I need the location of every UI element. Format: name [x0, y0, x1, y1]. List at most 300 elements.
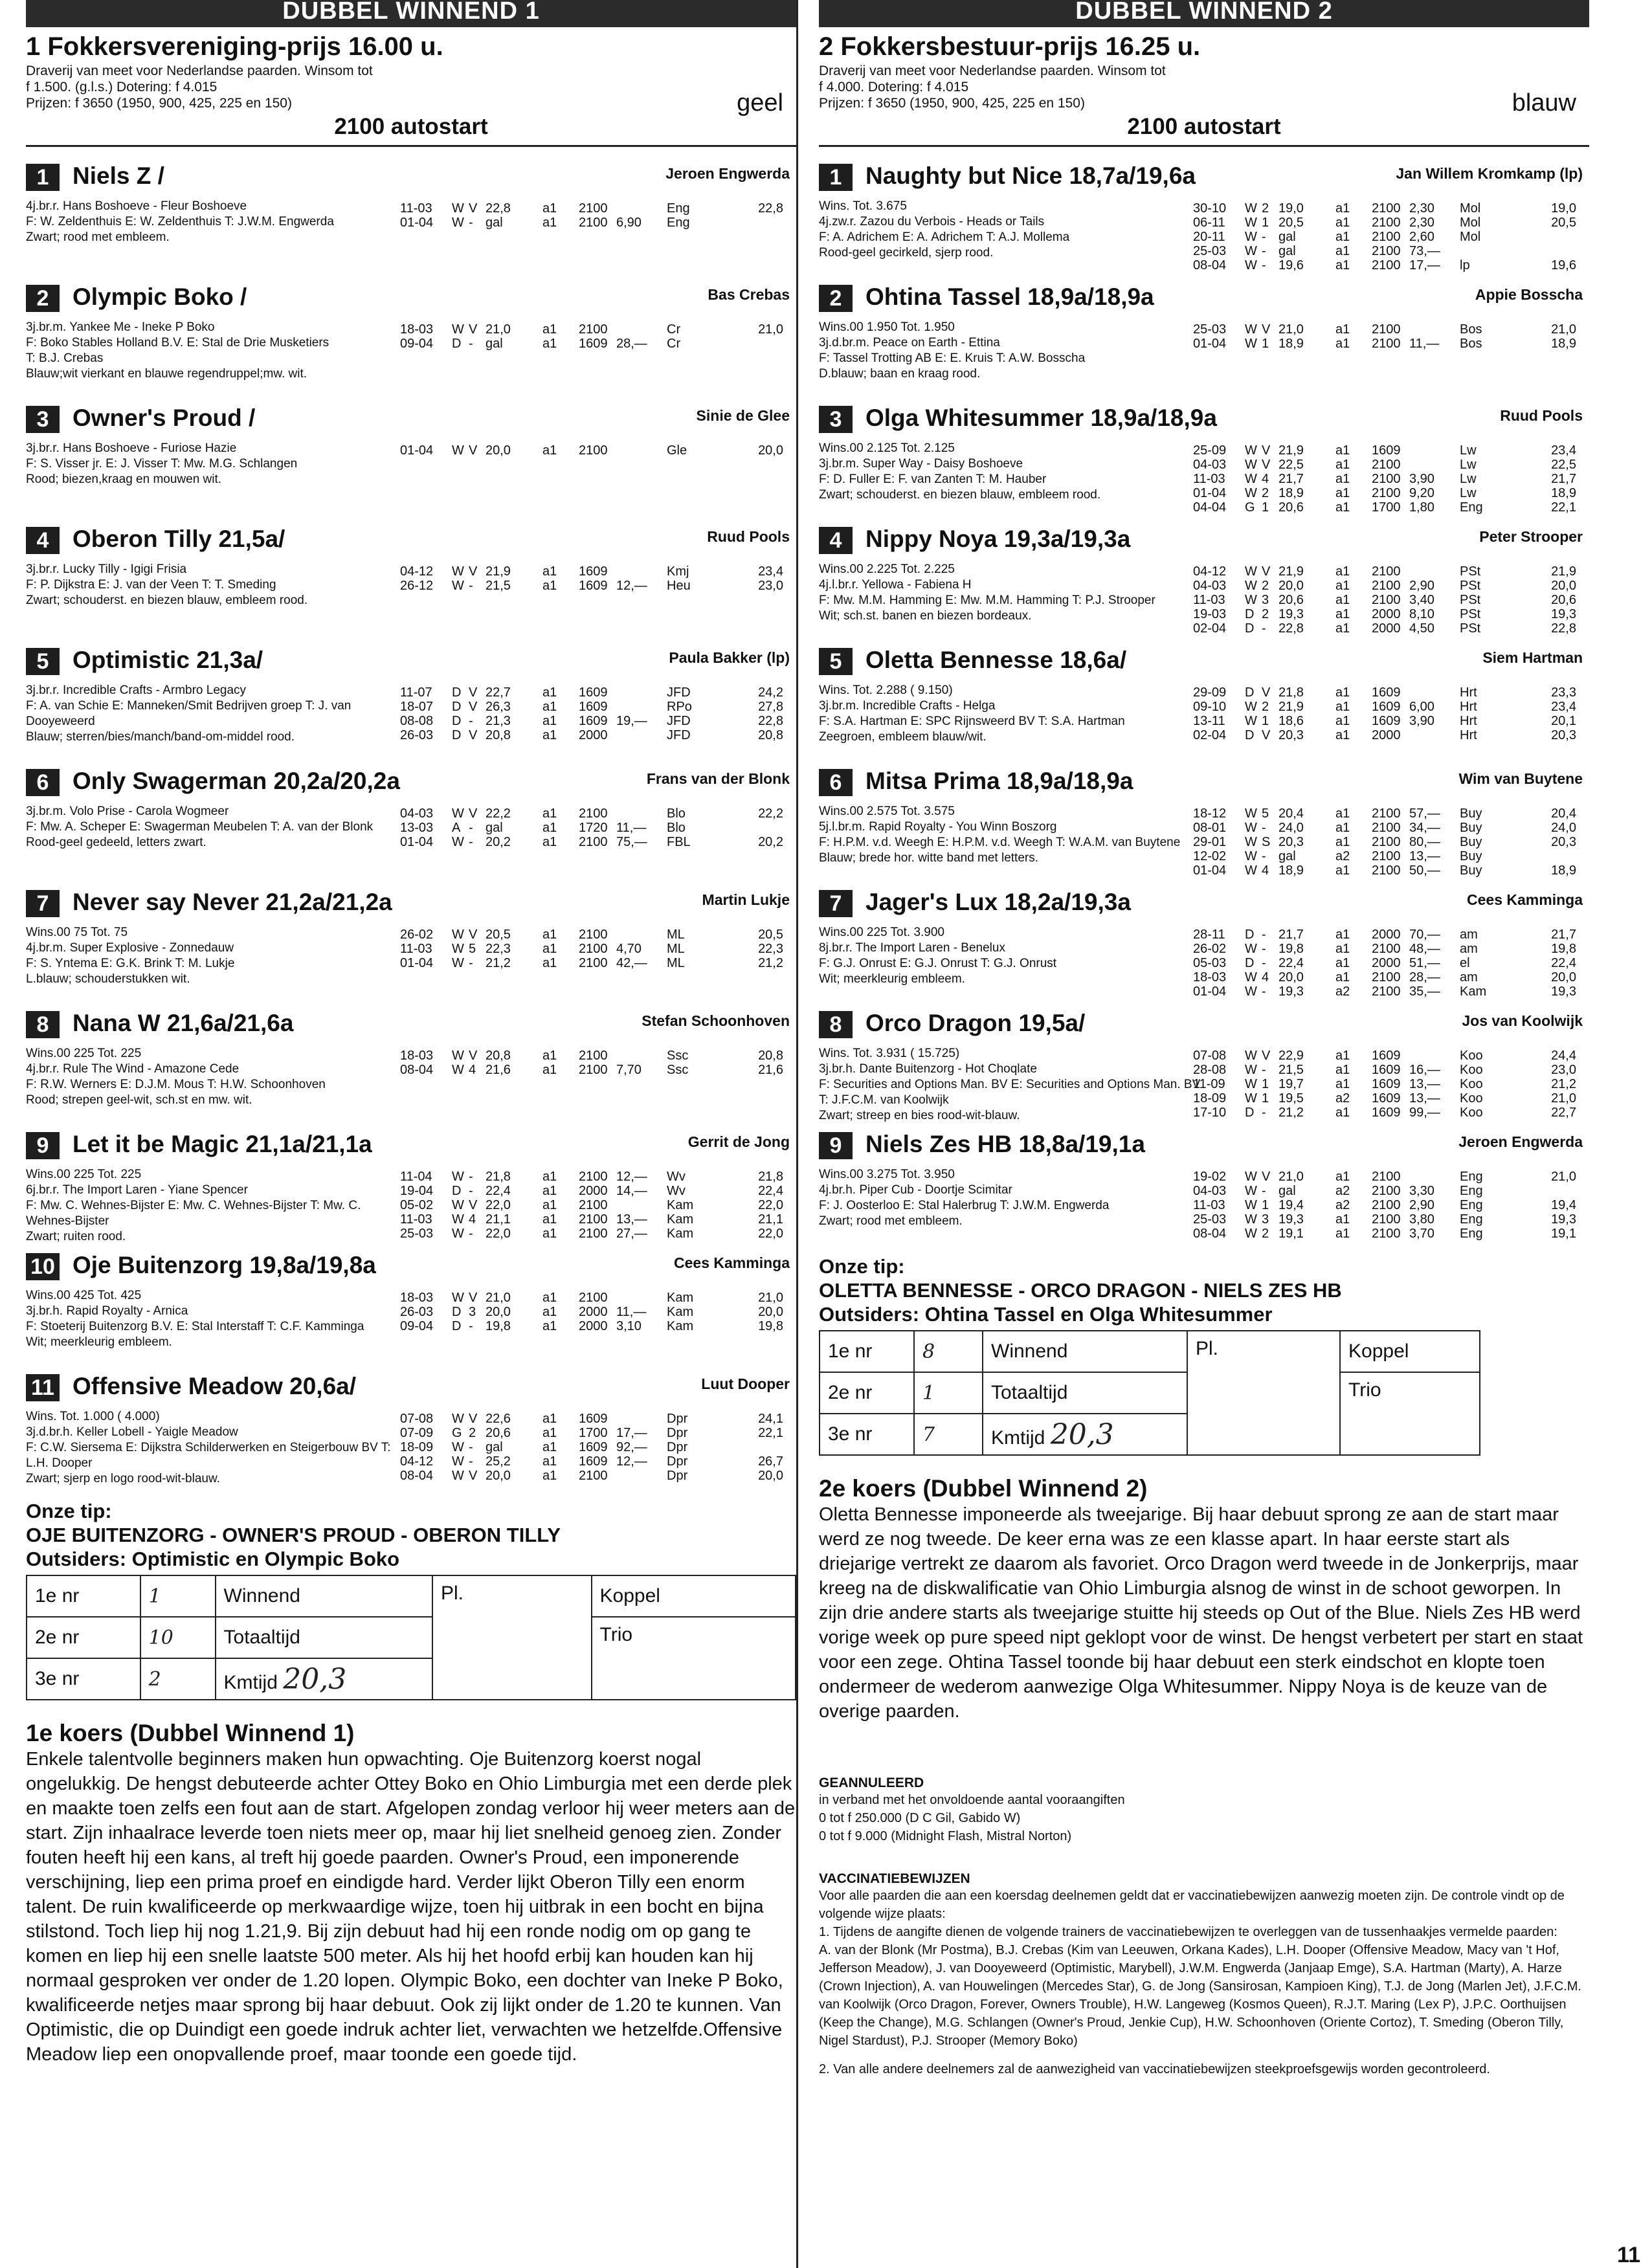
form-cell: 6,00: [1409, 700, 1434, 714]
handwritten-number[interactable]: 1: [140, 1575, 216, 1617]
form-cell: 22,8: [1278, 621, 1304, 636]
form-cell: 21,6: [486, 1063, 511, 1077]
form-line: [1193, 1227, 1576, 1241]
form-cell: V: [1262, 728, 1271, 742]
horse-detail-line: 3j.br.m. Incredible Crafts - Helga: [819, 699, 996, 713]
form-cell: 30-10: [1193, 201, 1227, 216]
form-cell: 12-02: [1193, 849, 1227, 863]
form-cell: a1: [1335, 486, 1350, 500]
form-cell: 2000: [1372, 956, 1401, 970]
form-cell: D: [452, 685, 462, 700]
horse-number: 5: [819, 648, 853, 675]
form-cell: 08-01: [1193, 821, 1227, 835]
horse-detail-line: Wins.00 2.125 Tot. 2.125: [819, 441, 955, 455]
horse-details: [819, 804, 1201, 866]
form-cell: 01-04: [1193, 337, 1227, 351]
form-cell: Hrt: [1460, 700, 1477, 714]
form-cell: a1: [1335, 593, 1350, 607]
form-cell: ML: [667, 928, 685, 942]
form-cell: 19,0: [1551, 201, 1576, 216]
horse-entry: [819, 280, 1589, 401]
form-cell: PSt: [1460, 579, 1481, 593]
form-cell: a1: [542, 1412, 557, 1426]
driver-name: Jeroen Engwerda: [1458, 1133, 1583, 1150]
grid-label: 1e nr: [27, 1575, 140, 1617]
form-line: [400, 1440, 783, 1454]
form-cell: W: [452, 956, 464, 970]
form-cell: D: [452, 728, 462, 742]
form-line: [1193, 863, 1576, 878]
form-cell: 2,90: [1409, 1198, 1434, 1212]
form-lines: [1193, 201, 1576, 272]
form-cell: 3,40: [1409, 593, 1434, 607]
form-cell: D: [452, 1184, 462, 1198]
horse-detail-line: Zwart; schouderst. en biezen blauw, embleem rood.: [26, 594, 308, 607]
form-cell: 1609: [579, 564, 608, 579]
form-cell: W: [1245, 1049, 1257, 1063]
horse-details: [819, 1046, 1201, 1124]
form-cell: Ssc: [667, 1063, 689, 1077]
form-cell: a2: [1335, 984, 1350, 999]
form-line: [1193, 970, 1576, 984]
horse-number: 9: [819, 1132, 853, 1159]
form-cell: 23,0: [1551, 1063, 1576, 1077]
form-cell: a1: [1335, 564, 1350, 579]
form-cell: 18-09: [400, 1440, 434, 1454]
form-cell: 22,4: [1551, 956, 1576, 970]
form-cell: a1: [542, 1426, 557, 1440]
form-cell: 34,—: [1409, 821, 1440, 835]
form-cell: 2100: [1372, 863, 1401, 878]
form-cell: -: [1262, 821, 1266, 835]
form-cell: Eng: [667, 216, 690, 230]
horse-details: [819, 199, 1201, 261]
form-cell: 24,2: [758, 685, 783, 700]
form-cell: a1: [1335, 1049, 1350, 1063]
grid-label: 2e nr: [820, 1372, 914, 1414]
form-cell: G: [1245, 500, 1255, 515]
form-cell: 2100: [1372, 849, 1401, 863]
form-cell: 17,—: [616, 1426, 647, 1440]
form-cell: V: [469, 1412, 478, 1426]
form-cell: am: [1460, 928, 1478, 942]
handwritten-number[interactable]: 10: [140, 1617, 216, 1658]
form-cell: 2: [1262, 201, 1269, 216]
form-cell: W: [1245, 714, 1257, 728]
form-cell: 2100: [1372, 486, 1401, 500]
horse-detail-line: Wit; meerkleurig embleem.: [819, 972, 965, 986]
form-cell: a1: [1335, 806, 1350, 821]
horse-entry: [819, 401, 1589, 522]
form-cell: S: [1262, 835, 1271, 849]
horse-detail-line: F: Stoeterij Buitenzorg B.V. E: Stal Interstaff T: C.F. Kamminga: [26, 1320, 364, 1333]
form-cell: 21,8: [758, 1170, 783, 1184]
form-cell: [1409, 1170, 1460, 1184]
form-cell: 2: [469, 1426, 476, 1440]
form-cell: 3,30: [1409, 1184, 1434, 1198]
form-cell: V: [469, 201, 478, 216]
handwritten-number[interactable]: 7: [914, 1414, 983, 1455]
form-cell: 20,8: [758, 728, 783, 742]
form-cell: V: [1262, 685, 1271, 700]
handwritten-time[interactable]: 20,3: [1050, 1418, 1114, 1451]
form-cell: -: [1262, 984, 1266, 999]
driver-name: Cees Kamminga: [674, 1254, 790, 1271]
form-cell: 2100: [1372, 216, 1401, 230]
form-cell: Buy: [1460, 849, 1482, 863]
horse-number: 5: [26, 648, 60, 675]
handwritten-number[interactable]: 2: [140, 1658, 216, 1700]
horse-detail-line: F: Mw. M.M. Hamming E: Mw. M.M. Hamming T: P.J. Strooper: [819, 594, 1155, 607]
form-cell: 25-03: [400, 1227, 434, 1241]
form-line: [400, 1227, 783, 1241]
form-cell: 51,—: [1409, 956, 1440, 970]
form-cell: 73,—: [1409, 244, 1440, 258]
form-line: [400, 1412, 783, 1426]
horse-details: [26, 320, 408, 382]
handwritten-number[interactable]: 8: [914, 1331, 983, 1372]
form-cell: -: [1262, 1184, 1266, 1198]
form-cell: 21,3: [486, 714, 511, 728]
form-cell: [738, 821, 783, 835]
form-cell: W: [1245, 230, 1257, 244]
form-cell: 21,9: [1278, 564, 1304, 579]
horse-entry: [26, 1127, 796, 1248]
form-line: [1193, 607, 1576, 621]
form-cell: W: [452, 579, 464, 593]
form-cell: 1: [1262, 1091, 1269, 1106]
horse-detail-line: 3j.d.br.m. Peace on Earth - Ettina: [819, 336, 1000, 350]
form-cell: 26-12: [400, 579, 434, 593]
horse-detail-line: Rood-geel gedeeld, letters zwart.: [26, 836, 206, 849]
form-cell: a1: [542, 700, 557, 714]
form-cell: 13,—: [1409, 1077, 1440, 1091]
form-cell: W: [452, 928, 464, 942]
form-cell: 21,0: [1278, 322, 1304, 337]
form-line: [1193, 728, 1576, 742]
form-cell: Blo: [667, 806, 686, 821]
form-cell: 21,7: [1278, 928, 1304, 942]
horse-detail-line: Rood; biezen,kraag en mouwen wit.: [26, 472, 222, 486]
form-cell: 22,8: [1551, 621, 1576, 636]
horse-entry: [26, 643, 796, 764]
tip-picks: OJE BUITENZORG - OWNER'S PROUD - OBERON TILLY: [26, 1524, 561, 1546]
form-cell: W: [452, 1212, 464, 1227]
handwritten-number[interactable]: 1: [914, 1372, 983, 1414]
form-cell: Hrt: [1460, 728, 1477, 742]
horse-details: [26, 562, 408, 608]
form-cell: -: [469, 1227, 473, 1241]
horse-detail-line: F: R.W. Werners E: D.J.M. Mous T: H.W. Schoonhoven: [26, 1078, 326, 1091]
horse-details: [819, 1167, 1201, 1229]
form-cell: 18,6: [1278, 714, 1304, 728]
form-cell: W: [452, 835, 464, 849]
form-cell: 9,20: [1409, 486, 1434, 500]
horse-details: [26, 1288, 408, 1350]
form-cell: 2100: [1372, 821, 1401, 835]
driver-name: Peter Strooper: [1479, 528, 1583, 545]
form-lines: [400, 1170, 783, 1241]
form-cell: 09-04: [400, 1319, 434, 1333]
form-cell: Koo: [1460, 1063, 1483, 1077]
horse-name: Let it be Magic 21,1a/21,1a: [73, 1131, 372, 1157]
form-lines: [1193, 322, 1576, 351]
form-line: [1193, 849, 1576, 863]
form-cell: 11,—: [1409, 337, 1440, 351]
form-cell: 21,6: [758, 1063, 783, 1077]
horse-name: Olympic Boko /: [73, 284, 247, 310]
form-cell: 3: [1262, 593, 1269, 607]
horse-detail-line: 4j.l.br.r. Yellowa - Fabiena H: [819, 578, 972, 592]
grid-extra: Trio: [1340, 1372, 1480, 1455]
form-cell: 21,2: [1551, 1077, 1576, 1091]
form-cell: -: [1262, 956, 1266, 970]
form-cell: a1: [542, 1319, 557, 1333]
grid-label: 3e nr: [27, 1658, 140, 1700]
form-cell: 26-02: [1193, 942, 1227, 956]
form-line: [400, 1184, 783, 1198]
form-cell: 2: [1262, 700, 1269, 714]
horse-details: [26, 925, 408, 987]
form-cell: 22,0: [486, 1198, 511, 1212]
form-cell: V: [469, 728, 478, 742]
form-cell: 2100: [1372, 230, 1401, 244]
horse-entry: [26, 885, 796, 1006]
header-rule: [819, 145, 1589, 147]
form-cell: 08-04: [1193, 1227, 1227, 1241]
form-cell: 11-03: [400, 942, 432, 956]
form-cell: W: [1245, 984, 1257, 999]
form-cell: 13-03: [400, 821, 434, 835]
betting-grid: [819, 1330, 1480, 1456]
form-line: [400, 1198, 783, 1212]
form-cell: 20,4: [1278, 806, 1304, 821]
horse-details: [819, 441, 1201, 503]
form-cell: 04-03: [1193, 579, 1227, 593]
form-cell: 11-03: [1193, 593, 1225, 607]
driver-name: Sinie de Glee: [696, 407, 790, 424]
form-cell: 21,0: [486, 322, 511, 337]
form-cell: 18-07: [400, 700, 434, 714]
form-cell: 19,3: [1551, 1212, 1576, 1227]
form-cell: V: [1262, 1049, 1271, 1063]
driver-name: Bas Crebas: [708, 286, 790, 303]
form-cell: W: [452, 216, 464, 230]
form-cell: a1: [542, 337, 557, 351]
form-cell: [616, 201, 667, 216]
form-cell: Koo: [1460, 1091, 1483, 1106]
horse-detail-line: Wins.00 225 Tot. 3.900: [819, 926, 944, 939]
horse-number: 8: [819, 1011, 853, 1038]
horse-detail-line: Wins.00 75 Tot. 75: [26, 926, 128, 939]
form-cell: a1: [542, 728, 557, 742]
form-cell: 11,—: [616, 1305, 647, 1319]
form-cell: 2100: [579, 201, 608, 216]
form-cell: 25,2: [486, 1454, 511, 1469]
form-cell: W: [1245, 942, 1257, 956]
form-cell: PSt: [1460, 564, 1481, 579]
form-cell: [1409, 458, 1460, 472]
form-cell: 2100: [579, 928, 608, 942]
form-cell: Gle: [667, 443, 687, 458]
grid-field: Totaaltijd: [216, 1617, 432, 1658]
tip-heading: Onze tip:: [819, 1255, 905, 1278]
form-cell: Wv: [667, 1184, 686, 1198]
form-cell: 2100: [1372, 1170, 1401, 1184]
horse-number: 10: [26, 1253, 60, 1280]
form-cell: Bos: [1460, 337, 1482, 351]
horse-details: [26, 199, 408, 245]
form-cell: 21,9: [1278, 700, 1304, 714]
form-cell: [1531, 1184, 1576, 1198]
form-line: [1193, 1091, 1576, 1106]
form-cell: 1609: [579, 1440, 608, 1454]
form-cell: a1: [542, 835, 557, 849]
form-cell: Kam: [667, 1305, 694, 1319]
form-cell: W: [452, 443, 464, 458]
form-cell: a1: [1335, 607, 1350, 621]
form-cell: D: [452, 1319, 462, 1333]
horse-name: Nana W 21,6a/21,6a: [73, 1010, 294, 1036]
horse-number: 8: [26, 1011, 60, 1038]
left-column: [26, 0, 796, 2067]
horse-detail-line: Zeegroen, embleem blauw/wit.: [819, 730, 987, 744]
form-lines: [400, 443, 783, 458]
form-cell: G: [452, 1426, 462, 1440]
form-cell: 1609: [1372, 1063, 1401, 1077]
form-cell: 2,30: [1409, 201, 1434, 216]
horse-detail-line: 4j.br.r. Hans Boshoeve - Fleur Boshoeve: [26, 199, 247, 213]
horse-entry: [26, 1369, 796, 1490]
form-cell: 70,—: [1409, 928, 1440, 942]
form-cell: a1: [1335, 1077, 1350, 1091]
form-cell: [1409, 685, 1460, 700]
grid-field: Totaaltijd: [983, 1372, 1187, 1414]
form-cell: W: [452, 942, 464, 956]
form-cell: 19,4: [1278, 1198, 1304, 1212]
horse-detail-line: Wins.00 3.275 Tot. 3.950: [819, 1168, 955, 1181]
form-cell: 6,90: [616, 216, 642, 230]
form-cell: V: [469, 928, 478, 942]
handwritten-time[interactable]: 20,3: [283, 1662, 347, 1696]
form-cell: a1: [1335, 970, 1350, 984]
form-cell: 2100: [579, 806, 608, 821]
form-cell: 21,2: [758, 956, 783, 970]
form-cell: 2: [1262, 607, 1269, 621]
form-lines: [400, 806, 783, 849]
grid-field: [983, 1414, 1187, 1455]
form-cell: 19,1: [1278, 1227, 1304, 1241]
form-cell: 20,6: [1551, 593, 1576, 607]
form-cell: 21,0: [486, 1291, 511, 1305]
horse-detail-line: 3j.br.r. Lucky Tilly - Igigi Frisia: [26, 562, 187, 576]
horse-detail-line: Zwart; rood met embleem.: [26, 230, 170, 244]
form-cell: 24,0: [1278, 821, 1304, 835]
form-line: [400, 564, 783, 579]
form-cell: W: [452, 1170, 464, 1184]
form-cell: JFD: [667, 728, 691, 742]
driver-name: Wim van Buytene: [1458, 770, 1583, 787]
horse-detail-line: Zwart; schouderst. en biezen blauw, embleem rood.: [819, 488, 1101, 502]
tip-box: [26, 1499, 796, 1700]
form-cell: 1609: [1372, 714, 1401, 728]
horse-entry: [26, 522, 796, 643]
form-cell: 2: [1262, 486, 1269, 500]
horse-detail-line: 4j.br.h. Piper Cub - Doortje Scimitar: [819, 1183, 1012, 1197]
form-cell: el: [1460, 956, 1470, 970]
form-cell: W: [1245, 579, 1257, 593]
form-line: [1193, 564, 1576, 579]
form-cell: Kam: [667, 1291, 694, 1305]
form-cell: Lw: [1460, 458, 1477, 472]
horse-detail-line: F: G.J. Onrust E: G.J. Onrust T: G.J. Onrust: [819, 957, 1057, 970]
form-cell: a1: [542, 821, 557, 835]
horse-entry: [819, 885, 1589, 1006]
form-cell: D: [452, 337, 462, 351]
grid-field: Winnend: [216, 1575, 432, 1617]
race-color: geel: [737, 89, 783, 117]
form-cell: RPo: [667, 700, 692, 714]
form-cell: W: [1245, 1063, 1257, 1077]
form-cell: 19,—: [616, 714, 647, 728]
form-cell: 2000: [1372, 728, 1401, 742]
form-cell: 21,2: [1278, 1106, 1304, 1120]
form-lines: [1193, 806, 1576, 878]
horse-detail-line: F: A. Adrichem E: A. Adrichem T: A.J. Mollema: [819, 230, 1070, 244]
form-cell: V: [469, 1198, 478, 1212]
horse-detail-line: F: D. Fuller E: F. van Zanten T: M. Hauber: [819, 472, 1047, 486]
form-line: [1193, 322, 1576, 337]
form-line: [1193, 1063, 1576, 1077]
horse-entry: [819, 1127, 1589, 1248]
form-lines: [1193, 564, 1576, 636]
form-cell: 2100: [1372, 1184, 1401, 1198]
form-cell: 1: [1262, 714, 1269, 728]
form-cell: Ssc: [667, 1049, 689, 1063]
form-cell: a1: [1335, 685, 1350, 700]
form-cell: W: [1245, 322, 1257, 337]
form-cell: JFD: [667, 714, 691, 728]
form-cell: Eng: [1460, 1198, 1483, 1212]
race-distance: 2100 autostart: [1127, 114, 1281, 139]
form-cell: 23,0: [758, 579, 783, 593]
form-cell: 21,7: [1551, 928, 1576, 942]
form-cell: 19,4: [1551, 1198, 1576, 1212]
form-cell: a1: [542, 928, 557, 942]
form-cell: Kam: [667, 1319, 694, 1333]
form-line: [400, 956, 783, 970]
horse-entry: [26, 764, 796, 885]
horse-detail-line: F: Securities and Options Man. BV E: Securities and Options Man. BV T: J.F.C.M. van Koolwijk: [819, 1078, 1201, 1107]
form-line: [1193, 685, 1576, 700]
form-line: [400, 201, 783, 216]
form-cell: 07-08: [1193, 1049, 1227, 1063]
horse-detail-line: F: S. Visser jr. E: J. Visser T: Mw. M.G. Schlangen: [26, 457, 298, 471]
form-line: [1193, 700, 1576, 714]
form-cell: 12,—: [616, 1454, 647, 1469]
form-cell: a1: [1335, 728, 1350, 742]
form-cell: 01-04: [1193, 486, 1227, 500]
form-cell: 21,7: [1551, 472, 1576, 486]
form-cell: a1: [1335, 863, 1350, 878]
form-cell: 2000: [1372, 607, 1401, 621]
horse-detail-line: F: W. Zeldenthuis E: W. Zeldenthuis T: J.W.M. Engwerda: [26, 215, 334, 228]
horse-number: 1: [819, 164, 853, 191]
form-line: [1193, 621, 1576, 636]
form-cell: 22,8: [758, 201, 783, 216]
form-cell: 2100: [579, 1291, 608, 1305]
form-cell: 24,0: [1551, 821, 1576, 835]
